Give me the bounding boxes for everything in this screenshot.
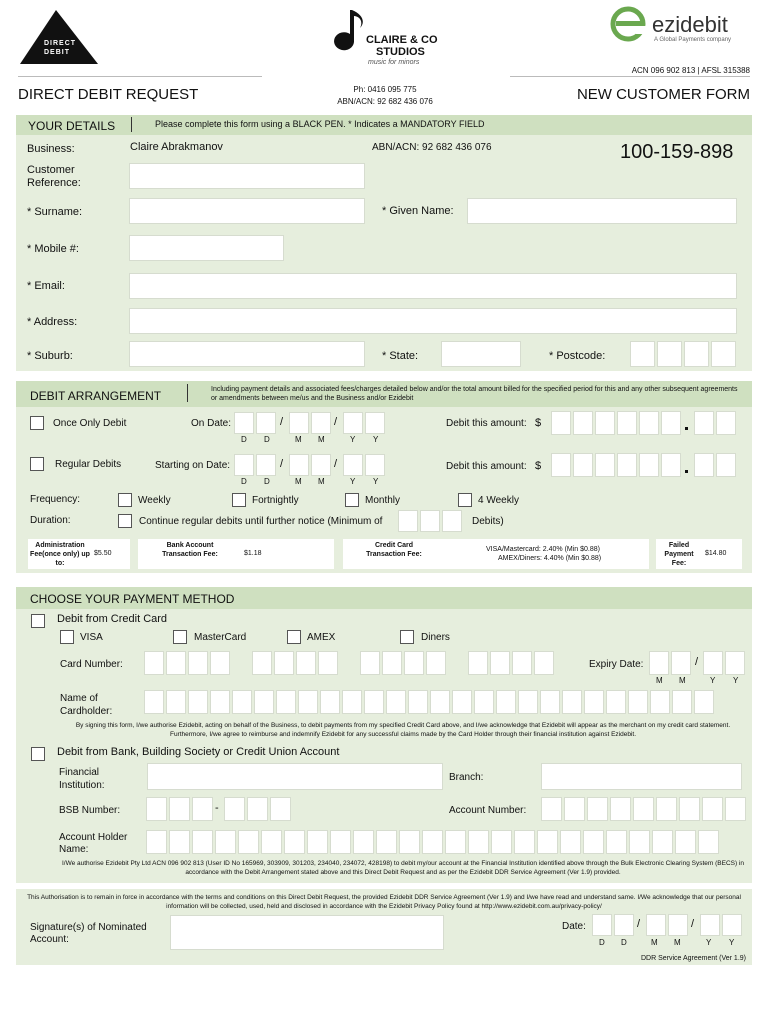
signature-date-d1: D [599,938,605,947]
expiry-y1: Y [710,676,716,685]
debits-close-text: Debits) [472,516,504,527]
address-label: * Address: [27,316,78,328]
regular-date-m1: M [295,477,302,486]
card-fee-value-1: VISA/Mastercard: 2.40% (Min $0.88) [486,546,600,553]
once-date-slash-1: / [280,416,284,428]
regular-date-mm[interactable] [289,454,331,476]
once-date-y1: Y [350,435,356,444]
card-number-group-4[interactable] [468,651,554,675]
heading-divider-2 [187,384,188,402]
regular-decimal-point [685,470,688,473]
regular-amount-input[interactable] [551,453,681,477]
surname-label: * Surname: [27,206,83,218]
once-amount-input[interactable] [551,411,681,435]
expiry-m2: M [679,676,686,685]
debit-logo-text: DEBIT [44,49,70,56]
expiry-m1: M [656,676,663,685]
claire-studios-logo [330,8,450,70]
card-fee-value-2: AMEX/Diners: 4.40% (Min $0.88) [498,555,602,562]
given-name-label: * Given Name: [382,205,454,217]
signature-date-y2: Y [729,938,735,947]
card-number-group-3[interactable] [360,651,446,675]
minimum-debits-input[interactable] [398,510,462,532]
once-cents-input[interactable] [694,411,736,435]
signature-date-d2: D [621,938,627,947]
business-value: Claire Abrakmanov [130,141,223,153]
signature-date-m1: M [651,938,658,947]
business-phone: Ph: 0416 095 775 [353,85,417,94]
failed-fee-value: $14.80 [705,550,727,557]
bsb-input-1[interactable] [146,797,213,821]
heading-divider [131,117,132,132]
regular-date-d2: D [264,477,270,486]
cardholder-input[interactable] [144,690,714,714]
bank-authorisation-text: I/We authorise Ezidebit Pty Ltd ACN 096 902 813 (User ID No 165969, 303909, 301203, 234040, 234072, 428198) to debit my/our account at the Financial Institution identified above through the Bulk Electronic Clearing System (BECS) in accordance with the Debit Arrangement stated above and this Direct Debit Request and as per the Ezidebit DDR Service Agreement (Ver 1.9) provided. [61,860,745,876]
failed-fee-label: Failed Payment Fee: [664,542,694,567]
card-number-group-2[interactable] [252,651,338,675]
once-date-d2: D [264,435,270,444]
your-details-heading: YOUR DETAILS [28,119,116,133]
account-holder-input[interactable] [146,830,719,854]
signature-date-y1: Y [706,938,712,947]
once-decimal-point [685,427,688,430]
claire-line1: CLAIRE & CO [366,34,438,46]
music-note-icon [330,8,370,58]
business-label: Business: [27,143,75,155]
once-amount-label: Debit this amount: [446,418,527,429]
customer-ref-input[interactable] [129,163,365,189]
once-dollar-sign: $ [535,417,542,429]
regular-amount-label: Debit this amount: [446,461,527,472]
visa-label: VISA [80,632,103,643]
duration-text: Continue regular debits until further notice (Minimum of [139,516,383,527]
admin-fee-value: $5.50 [94,550,112,557]
state-label: * State: [382,350,419,362]
suburb-input[interactable] [129,341,365,367]
signature-date-mm[interactable] [646,914,688,936]
on-date-label: On Date: [191,418,232,429]
once-date-slash-2: / [334,416,338,428]
account-number-input[interactable] [541,797,746,821]
monthly-checkbox[interactable] [345,493,359,507]
cardholder-label: Name of Cardholder: [60,693,113,717]
card-fee-label: Credit Card Transaction Fee: [366,542,422,558]
suburb-label: * Suburb: [27,350,73,362]
duration-label: Duration: [30,515,71,526]
signature-label: Signature(s) of Nominated Account: [30,922,147,945]
ezidebit-wordmark: ezidebit [652,12,728,37]
business-abn: ABN/ACN: 92 682 436 076 [337,97,433,106]
card-number-group-1[interactable] [144,651,230,675]
surname-input[interactable] [129,198,365,224]
frequency-label: Frequency: [30,494,81,505]
amex-checkbox[interactable] [287,630,301,644]
signature-date-yy[interactable] [700,914,742,936]
branch-label: Branch: [449,772,484,783]
visa-checkbox[interactable] [60,630,74,644]
regular-date-y2: Y [373,477,379,486]
ezidebit-e-icon [608,4,648,44]
expiry-label: Expiry Date: [589,659,644,670]
claire-line2: STUDIOS [376,46,425,58]
amex-label: AMEX [307,632,336,643]
direct-logo-text: DIRECT [44,40,77,47]
authorisation-statement: This Authorisation is to remain in force in accordance with the terms and conditions on this Direct Debit Request, the provided Ezidebit DDR Service Agreement (Ver 1.9) and I/we have read and understand same. I/We acknowledge that our personal information will be collected, used, held and disclosed in accordance with the Ezidebit Privacy Policy found at http://www.ezidebit.com.au/privacy-policy/ [27,894,741,910]
given-name-input[interactable] [467,198,737,224]
regular-date-yy[interactable] [343,454,385,476]
regular-date-d1: D [241,477,247,486]
arrangement-note: Including payment details and associated fees/charges detailed below and/or the total amount billed for the specified period for this and any other subsequent agreements or amendments between me/us and the Business and/or Ezidebit [211,386,738,402]
once-date-d1: D [241,435,247,444]
branch-input[interactable] [541,763,742,790]
mobile-input[interactable] [129,235,284,261]
account-holder-label: Account Holder Name: [59,832,128,855]
once-only-label: Once Only Debit [53,418,127,429]
regular-date-slash-2: / [334,458,338,470]
header-rule-left [18,76,262,77]
email-input[interactable] [129,273,737,299]
once-date-mm[interactable] [289,412,331,434]
header-rule-right [510,76,750,77]
once-date-yy[interactable] [343,412,385,434]
address-input[interactable] [129,308,737,334]
regular-debits-checkbox[interactable] [30,457,44,471]
postcode-input[interactable] [630,341,736,367]
once-date-dd[interactable] [234,412,276,434]
customer-ref-label: Customer Reference: [27,164,81,189]
ezidebit-logo [608,4,758,50]
signature-date-dd[interactable] [592,914,634,936]
signature-date-slash-2: / [691,918,695,930]
credit-card-checkbox[interactable] [31,614,45,628]
ezidebit-tagline: A Global Payments company [654,37,732,43]
customer-number: 100-159-898 [620,141,734,163]
card-number-label: Card Number: [60,659,123,670]
bank-fee-value: $1.18 [244,550,262,557]
once-only-checkbox[interactable] [30,416,44,430]
bank-fee-label: Bank Account Transaction Fee: [162,542,218,558]
payment-method-heading: CHOOSE YOUR PAYMENT METHOD [30,592,235,606]
abn-value: ABN/ACN: 92 682 436 076 [372,142,492,153]
continue-debits-checkbox[interactable] [118,514,132,528]
admin-fee-label: Administration Fee(once only) up to: [30,542,90,567]
expiry-mm-input[interactable] [649,651,691,675]
once-date-y2: Y [373,435,379,444]
signature-date-label: Date: [562,921,586,932]
financial-institution-label: Financial Institution: [59,767,105,791]
regular-date-slash-1: / [280,458,284,470]
weekly-label: Weekly [138,495,171,506]
form-instructions: Please complete this form using a BLACK PEN. * Indicates a MANDATORY FIELD [155,119,485,129]
expiry-y2: Y [733,676,739,685]
bsb-input-2[interactable] [224,797,291,821]
diners-checkbox[interactable] [400,630,414,644]
mastercard-checkbox[interactable] [173,630,187,644]
signature-date-slash-1: / [637,918,641,930]
debit-arrangement-heading: DEBIT ARRANGEMENT [30,389,162,403]
financial-institution-input[interactable] [147,763,443,790]
fortnightly-checkbox[interactable] [232,493,246,507]
signature-date-m2: M [674,938,681,947]
postcode-label: * Postcode: [549,350,606,362]
monthly-label: Monthly [365,495,401,506]
regular-cents-input[interactable] [694,453,736,477]
page-title: DIRECT DEBIT REQUEST [18,86,199,103]
acn-text: ACN 096 902 813 | AFSL 315388 [631,66,750,75]
account-number-label: Account Number: [449,805,527,816]
weekly-checkbox[interactable] [118,493,132,507]
once-date-m1: M [295,435,302,444]
mobile-label: * Mobile #: [27,243,79,255]
version-note: DDR Service Agreement (Ver 1.9) [640,955,746,962]
email-label: * Email: [27,280,65,292]
form-type-title: NEW CUSTOMER FORM [576,86,750,103]
expiry-slash: / [695,656,699,668]
mastercard-label: MasterCard [194,632,247,643]
signature-input[interactable] [170,915,444,950]
diners-label: Diners [421,632,450,643]
regular-date-m2: M [318,477,325,486]
four-weekly-label: 4 Weekly [478,495,519,506]
direct-debit-logo [18,8,100,70]
credit-card-label: Debit from Credit Card [57,613,168,625]
regular-debits-label: Regular Debits [55,459,122,470]
claire-tagline: music for minors [368,59,420,66]
four-weekly-checkbox[interactable] [458,493,472,507]
bank-account-checkbox[interactable] [31,747,45,761]
state-input[interactable] [441,341,521,367]
regular-date-y1: Y [350,477,356,486]
once-date-m2: M [318,435,325,444]
bsb-label: BSB Number: [59,805,121,816]
starting-date-label: Starting on Date: [155,460,231,471]
bsb-dash: - [215,802,219,814]
fortnightly-label: Fortnightly [252,495,299,506]
card-authorisation-text: By signing this form, I/we authorise Ezidebit, acting on behalf of the Business, to debit payments from my specified Credit Card above, and I/we acknowledge that Ezidebit will appear as the merchant on my credit card statement. Furthermore, I/we agree to reimburse and indemnify Ezidebit for any successful claims made by the Card Holder through their financial institution against Ezidebit. [75,722,731,738]
expiry-yy-input[interactable] [703,651,745,675]
bank-account-label: Debit from Bank, Building Society or Credit Union Account [57,746,340,758]
regular-date-dd[interactable] [234,454,276,476]
regular-dollar-sign: $ [535,460,542,472]
